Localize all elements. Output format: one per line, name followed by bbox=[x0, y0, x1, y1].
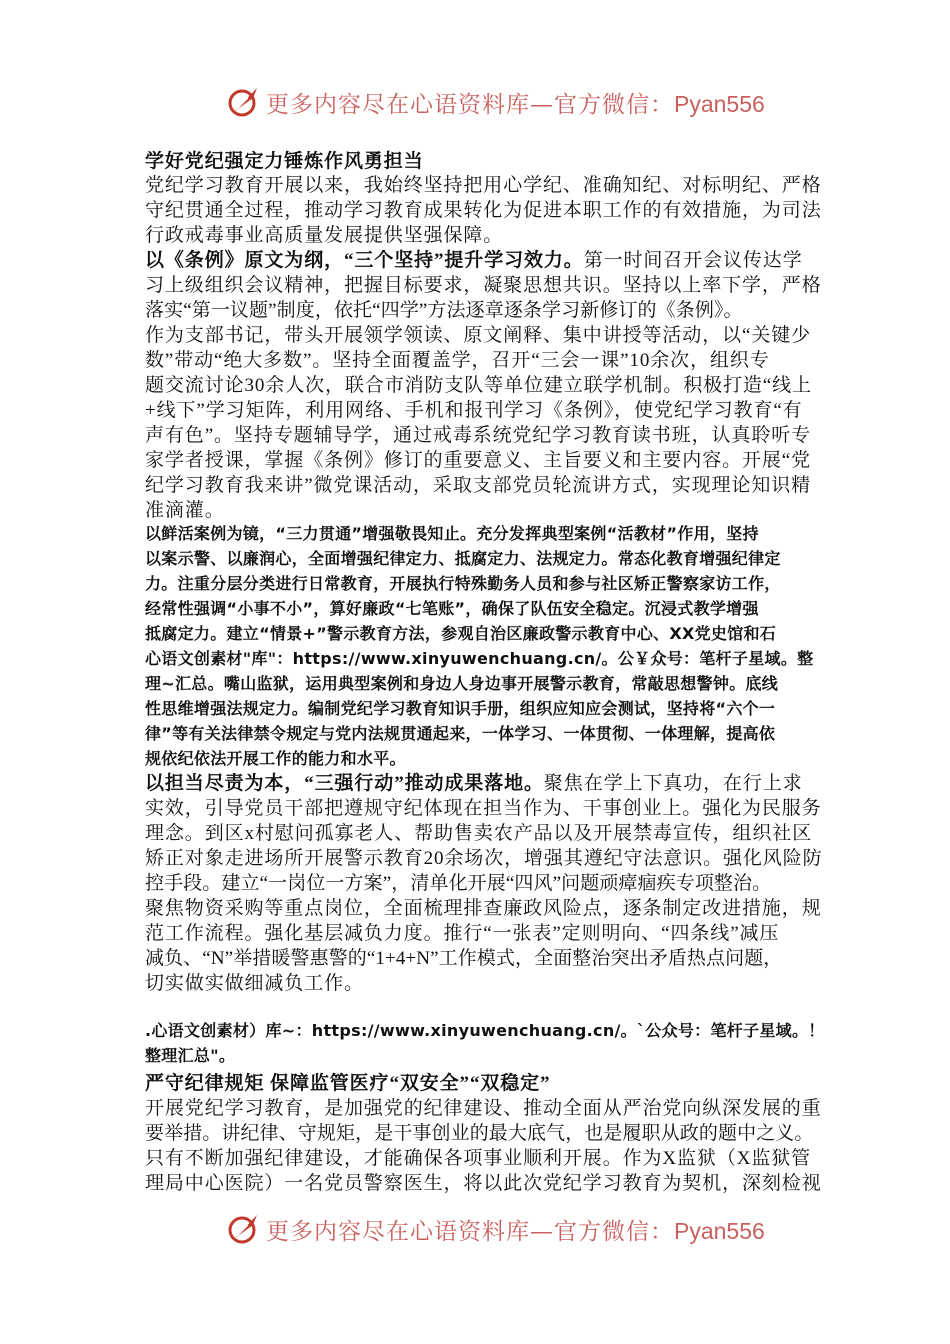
banner-text: 更多内容尽在心语资料库—官方微信：Pyan556 bbox=[266, 91, 765, 118]
paragraph-line: 只有不断加强纪律建设，才能确保各项事业顺利开展。作为X监狱（X监狱管 bbox=[145, 1148, 812, 1169]
ad-line: 整理汇总"。 bbox=[145, 1046, 236, 1065]
paragraph-line: 题交流讨论30余人次，联合市消防支队等单位建立联学机制。积极打造“线上 bbox=[145, 375, 812, 396]
wechat-id: Pyan556 bbox=[674, 1218, 765, 1244]
paragraph-line: 实效，引导党员干部把遵规守纪体现在担当作为、干事创业上。强化为民服务 bbox=[145, 798, 822, 819]
paragraph-line: 理局中心医院）一名党员警察医生，将以此次党纪学习教育为契机，深刻检视 bbox=[145, 1173, 822, 1194]
paragraph-line: 减负、“N”举措暖警惠警的“1+4+N”工作模式，全面整治突出矛盾热点问题， bbox=[145, 948, 783, 969]
paragraph-line: 力。注重分层分类进行日常教育，开展执行特殊勤务人员和参与社区矫正警察家访工作， bbox=[145, 574, 781, 593]
paragraph-line: 家学者授课，掌握《条例》修订的重要意义、主旨要义和主要内容。开展“党 bbox=[145, 450, 812, 471]
paragraph-line: 理念。到区x村慰问孤寡老人、帮助售卖农产品以及开展禁毒宣传，组织社区 bbox=[145, 823, 813, 844]
paragraph-line: 以案示警、以廉润心，全面增强纪律定力、抵腐定力、法规定力。常态化教育增强纪律定 bbox=[145, 549, 781, 568]
banner-text: 更多内容尽在心语资料库—官方微信：Pyan556 bbox=[266, 1218, 765, 1245]
paragraph-line: 开展党纪学习教育，是加强党的纪律建设、推动全面从严治党向纵深发展的重 bbox=[145, 1098, 822, 1119]
quill-logo-icon bbox=[226, 84, 262, 120]
paragraph-line: 心语文创素材"库"：https://www.xinyuwenchuang.cn/。公￥众号：笔杆子星域。整 bbox=[145, 649, 814, 668]
paragraph-line: 习上级组织会议精神，把握目标要求，凝聚思想共识。坚持以上率下学，严格 bbox=[145, 275, 822, 296]
paragraph-line: 以《条例》原文为纲，“三个坚持”提升学习效力。第一时间召开会议传达学 bbox=[145, 250, 803, 271]
paragraph-line: 作为支部书记，带头开展领学领读、原文阐释、集中讲授等活动，以“关键少 bbox=[145, 325, 812, 346]
paragraph-line: 声有色”。坚持专题辅导学，通过戒毒系统党纪学习教育读书班，认真聆听专 bbox=[145, 425, 812, 446]
paragraph-line: +线下”学习矩阵，利用网络、手机和报刊学习《条例》，使党纪学习教育“有 bbox=[145, 400, 803, 421]
quill-logo-icon bbox=[226, 1211, 262, 1247]
paragraph-line: 性思维增强法规定力。编制党纪学习教育知识手册，组织应知应会测试，坚持将“六个一 bbox=[145, 699, 776, 718]
paragraph-line: 要举措。讲纪律、守规矩，是干事创业的最大底气，也是履职从政的题中之义。 bbox=[145, 1123, 814, 1144]
paragraph-line: 以担当尽责为本，“三强行动”推动成果落地。聚焦在学上下真功，在行上求 bbox=[145, 773, 803, 794]
section-title-1: 学好党纪强定力锤炼作风勇担当 bbox=[145, 151, 424, 172]
paragraph-line: 范工作流程。强化基层减负力度。推行“一张表”定则明向、“四条线”减压 bbox=[145, 923, 780, 944]
paragraph-line: 切实做实做细减负工作。 bbox=[145, 973, 364, 994]
paragraph-line: 规依纪依法开展工作的能力和水平。 bbox=[145, 749, 406, 768]
paragraph-line: 落实“第一议题”制度，依托“四学”方法逐章逐条学习新修订的《条例》。 bbox=[145, 300, 743, 321]
paragraph-line: 理~汇总。嘴山监狱，运用典型案例和身边人身边事开展警示教育，常敲思想警钟。底线 bbox=[145, 674, 779, 693]
paragraph-line: 数”带动“绝大多数”。坚持全面覆盖学，召开“三会一课”10余次，组织专 bbox=[145, 350, 770, 371]
wechat-id: Pyan556 bbox=[674, 91, 765, 117]
paragraph-line: 以鲜活案例为镜，“三力贯通”增强敬畏知止。充分发挥典型案例“活教材”作用，坚持 bbox=[145, 524, 759, 543]
paragraph-line: 抵腐定力。建立“情景+”警示教育方法，参观自治区廉政警示教育中心、XX党史馆和石 bbox=[145, 624, 777, 643]
paragraph-line: 行政戒毒事业高质量发展提供坚强保障。 bbox=[145, 225, 504, 246]
paragraph-line: 律”等有关法律禁令规定与党内法规贯通起来，一体学习、一体贯彻、一体理解，提高依 bbox=[145, 724, 776, 743]
paragraph-heading: 以担当尽责为本，“三强行动”推动成果落地。 bbox=[145, 773, 544, 794]
ad-line: .心语文创素材）库~：https://www.xinyuwenchuang.cn/。`公众号：笔杆子星域。！ bbox=[145, 1021, 825, 1040]
paragraph-line: 守纪贯通全过程，推动学习教育成果转化为促进本职工作的有效措施，为司法 bbox=[145, 200, 822, 221]
paragraph-line: 党纪学习教育开展以来，我始终坚持把用心学纪、准确知纪、对标明纪、严格 bbox=[145, 175, 822, 196]
watermark-banner-top bbox=[0, 80, 950, 124]
paragraph-line: 准滴灌。 bbox=[145, 500, 225, 521]
paragraph-heading: 以《条例》原文为纲，“三个坚持”提升学习效力。 bbox=[145, 250, 584, 271]
section-title-2: 严守纪律规矩 保障监管医疗“双安全”“双稳定” bbox=[145, 1073, 551, 1094]
watermark-banner-bottom bbox=[0, 1207, 950, 1251]
paragraph-line: 聚焦物资采购等重点岗位，全面梳理排查廉政风险点，逐条制定改进措施，规 bbox=[145, 898, 822, 919]
paragraph-line: 控手段。建立“一岗位一方案”，清单化开展“四风”问题顽瘴痼疾专项整治。 bbox=[145, 873, 772, 894]
paragraph-line: 经常性强调“小事不小”，算好廉政“七笔账”，确保了队伍安全稳定。沉浸式教学增强 bbox=[145, 599, 759, 618]
paragraph-line: 纪学习教育我来讲”微党课活动，采取支部党员轮流讲方式，实现理论知识精 bbox=[145, 475, 812, 496]
paragraph-line: 矫正对象走进场所开展警示教育20余场次，增强其遵纪守法意识。强化风险防 bbox=[145, 848, 823, 869]
